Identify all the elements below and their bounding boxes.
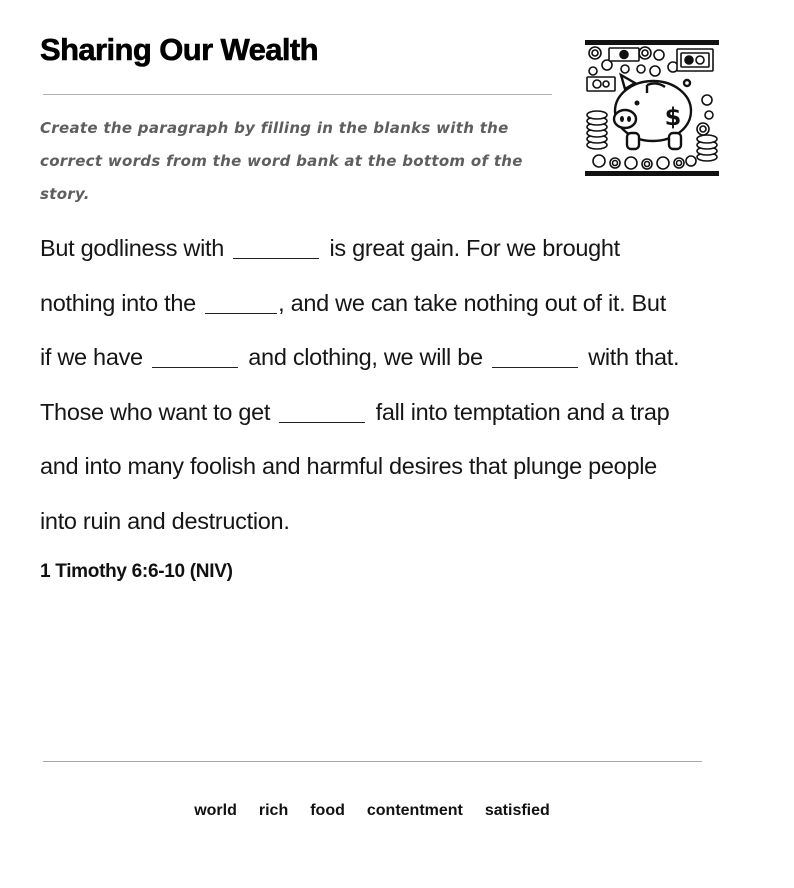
passage-line-3 (40, 330, 720, 385)
passage-text: Those who want to get (40, 398, 277, 425)
passage (40, 221, 720, 548)
word-bank (0, 802, 744, 820)
scripture-reference: 1 Timothy 6:6-10 (NIV) (40, 561, 233, 582)
instructions-text: Create the paragraph by filling in the blanks with the correct words from the word bank at the bottom of the story. (40, 119, 523, 203)
blank-4[interactable] (492, 366, 578, 368)
title-divider (43, 94, 552, 95)
blank-2[interactable] (205, 312, 277, 314)
blank-5[interactable] (279, 421, 365, 423)
passage-text: nothing into the (40, 289, 203, 316)
passage-text: is great gain. For we brought (323, 235, 620, 261)
piggy-bank-with-dollar-sign-icon (585, 45, 719, 171)
passage-line-5: and into many foolish and harmful desires that plunge people (40, 453, 657, 479)
blank-1[interactable] (233, 257, 319, 259)
word-bank-item-world[interactable]: world (194, 802, 237, 819)
word-bank-item-satisfied[interactable]: satisfied (484, 802, 550, 819)
word-bank-item-rich[interactable]: rich (258, 802, 289, 819)
blank-3[interactable] (152, 366, 238, 368)
passage-line-4 (40, 385, 720, 440)
passage-line-1 (40, 221, 720, 276)
word-bank-item-food[interactable]: food (310, 802, 345, 819)
passage-line-2 (40, 276, 720, 331)
passage-text: if we have (40, 344, 150, 370)
passage-text: But godliness with (40, 235, 231, 261)
word-bank-item-contentment[interactable]: contentment (366, 802, 463, 819)
passage-text: , and we can take nothing out of it. But (278, 289, 666, 316)
svg-text:$: $ (664, 103, 682, 131)
passage-text: with that. (581, 344, 680, 370)
page-title: Sharing Our Wealth (40, 32, 318, 67)
word-bank-divider (43, 761, 702, 762)
passage-text: fall into temptation and a trap (369, 398, 670, 425)
passage-text: and clothing, we will be (242, 344, 489, 370)
piggy-bank-illustration (585, 40, 719, 176)
passage-line-6: into ruin and destruction. (40, 507, 290, 534)
